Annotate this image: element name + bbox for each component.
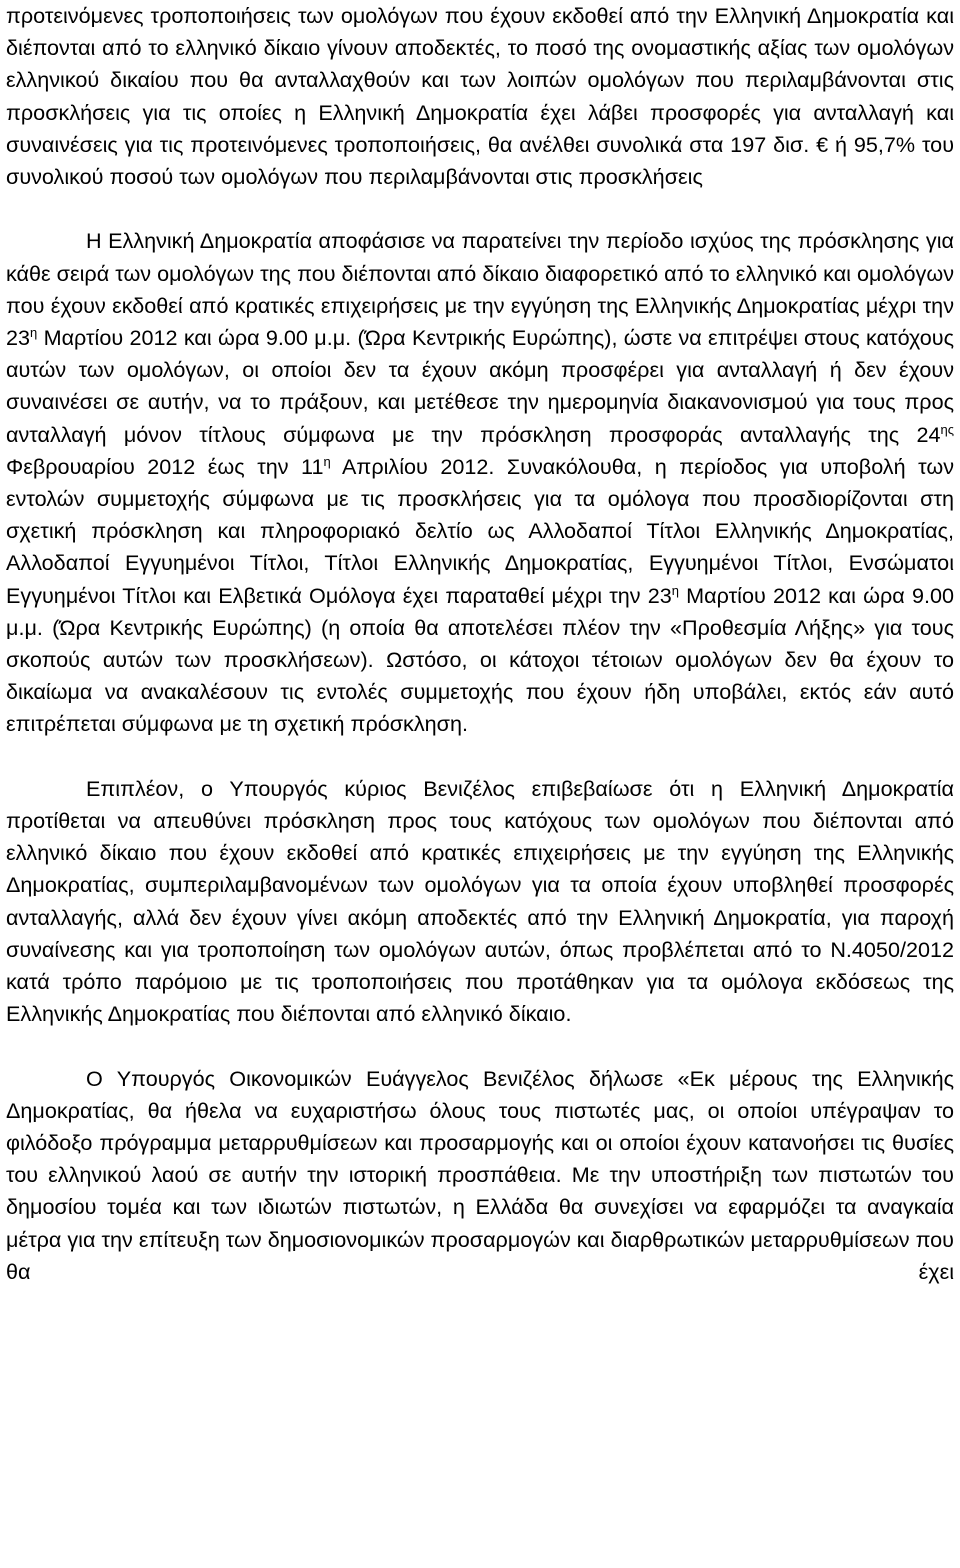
paragraph-gap bbox=[6, 193, 954, 225]
ordinal-suffix: η bbox=[671, 582, 679, 598]
paragraph-extension-text-4: Απριλίου 2012. Συνακόλουθα, η περίοδος για υποβολή των εντολών συμμετοχής σύμφωνα με τις προσκλήσεις για τα ομόλογα που προσδιορίζονται στη σχετική πρόσκληση και πληροφοριακό δελτίο ως Αλλοδαποί Τίτλοι Ελληνικής Δημοκρατίας, Αλλοδαποί Εγγυημένοι Τίτλοι, Τίτλοι Ελληνικής Δημοκρατίας, Εγγυημένοι Τίτλοι, Ενσώματοι Εγγυημένοι Τίτλοι και Ελβετικά Ομόλογα έχει παραταθεί μέχρι την 23 bbox=[6, 453, 954, 608]
paragraph-gap bbox=[6, 1030, 954, 1062]
paragraph-extension-text-3: Φεβρουαρίου 2012 έως την 11 bbox=[6, 453, 324, 479]
paragraph-extension-text-1: Η Ελληνική Δημοκρατία αποφάσισε να παρατείνει την περίοδο ισχύος της πρόσκλησης για κάθε σειρά των ομολόγων της που διέπονται από δίκαιο διαφορετικό από το ελληνικό και ομολόγων που έχουν εκδοθεί από κρατικές επιχειρήσεις με την εγγύηση της Ελληνικής Δημοκρατίας μέχρι την 23 bbox=[6, 228, 954, 351]
ordinal-suffix: ης bbox=[940, 421, 954, 437]
paragraph-extension-text-2: Μαρτίου 2012 και ώρα 9.00 μ.μ. (Ώρα Κεντρικής Ευρώπης), ώστε να επιτρέψει στους κατόχους αυτών των ομολόγων, οι οποίοι δεν τα έχουν ακόμη προσφέρει για ανταλλαγή ή δεν έχουν συναινέσει σε αυτήν, να το πράξουν, και μετέθεσε την ημερομηνία διακανονισμού για τους προς ανταλλαγή μόνον τίτλους σύμφωνα με την πρόσκληση προσφοράς ανταλλαγής της 24 bbox=[6, 325, 954, 447]
paragraph-extension bbox=[6, 225, 954, 740]
ordinal-suffix: η bbox=[30, 324, 38, 340]
paragraph-minister-statement: Ο Υπουργός Οικονομικών Ευάγγελος Βενιζέλος δήλωσε «Εκ μέρους της Ελληνικής Δημοκρατίας, θα ήθελα να ευχαριστήσω όλους τους πιστωτές μας, οι οποίοι υπέγραψαν το φιλόδοξο πρόγραμμα μεταρρυθμίσεων και προσαρμογής και οι οποίοι έχουν κατανοήσει τις θυσίες του ελληνικού λαού σε αυτήν την ιστορική προσπάθεια. Με την υποστήριξη των πιστωτών του δημοσίου τομέα και των ιδιωτών πιστωτών, η Ελλάδα θα συνεχίσει να εφαρμόζει τα αναγκαία μέτρα για την επίτευξη των δημοσιονομικών προσαρμογών και διαρθρωτικών μεταρρυθμίσεων που θα έχει bbox=[6, 1065, 954, 1284]
document-page bbox=[6, 0, 954, 1288]
paragraph-results: προτεινόμενες τροποποιήσεις των ομολόγων που έχουν εκδοθεί από την Ελληνική Δημοκρατία και διέπονται από το ελληνικό δίκαιο γίνουν αποδεκτές, το ποσό της ονομαστικής αξίας των ομολόγων ελληνικού δικαίου που θα ανταλλαχθούν και των λοιπών ομολόγων που περιλαμβάνονται στις προσκλήσεις για τις οποίες η Ελληνική Δημοκρατία έχει λάβει προσφορές για ανταλλαγή και συναινέσεις για τις προτεινόμενες τροποποιήσεις, θα ανέλθει συνολικά στα 197 δισ. € ή 95,7% του συνολικού ποσού των ομολόγων που περιλαμβάνονται στις προσκλήσεις bbox=[6, 3, 954, 190]
paragraph-gap bbox=[6, 741, 954, 773]
ordinal-suffix: η bbox=[323, 453, 331, 469]
paragraph-confirmation: Επιπλέον, ο Υπουργός κύριος Βενιζέλος επιβεβαίωσε ότι η Ελληνική Δημοκρατία προτίθεται να απευθύνει πρόσκληση προς τους κατόχους των ομολόγων που διέπονται από ελληνικό δίκαιο που έχουν εκδοθεί από κρατικές επιχειρήσεις με την εγγύηση της Ελληνικής Δημοκρατίας, συμπεριλαμβανομένων των ομολόγων για τα οποία έχουν υποβληθεί προσφορές ανταλλαγής, αλλά δεν έχουν γίνει ακόμη αποδεκτές από την Ελληνική Δημοκρατία, για παροχή συναίνεσης και για τροποποίηση των ομολόγων αυτών, όπως προβλέπεται από το Ν.4050/2012 κατά τρόπο παρόμοιο με τις τροποποιήσεις που προτάθηκαν για τα ομόλογα εκδόσεως της Ελληνικής Δημοκρατίας που διέπονται από ελληνικό δίκαιο. bbox=[6, 775, 954, 1027]
paragraph-extension-text-5: Μαρτίου 2012 και ώρα 9.00 μ.μ. (Ώρα Κεντρικής Ευρώπης) (η οποία θα αποτελέσει πλέον την «Προθεσμία Λήξης» για τους σκοπούς αυτών των προσκλήσεων). Ωστόσο, οι κάτοχοι τέτοιων ομολόγων δεν θα έχουν το δικαίωμα να ανακαλέσουν τις εντολές συμμετοχής που έχουν ήδη υποβάλει, εκτός εάν αυτό επιτρέπεται σύμφωνα με τη σχετική πρόσκληση. bbox=[6, 582, 954, 737]
